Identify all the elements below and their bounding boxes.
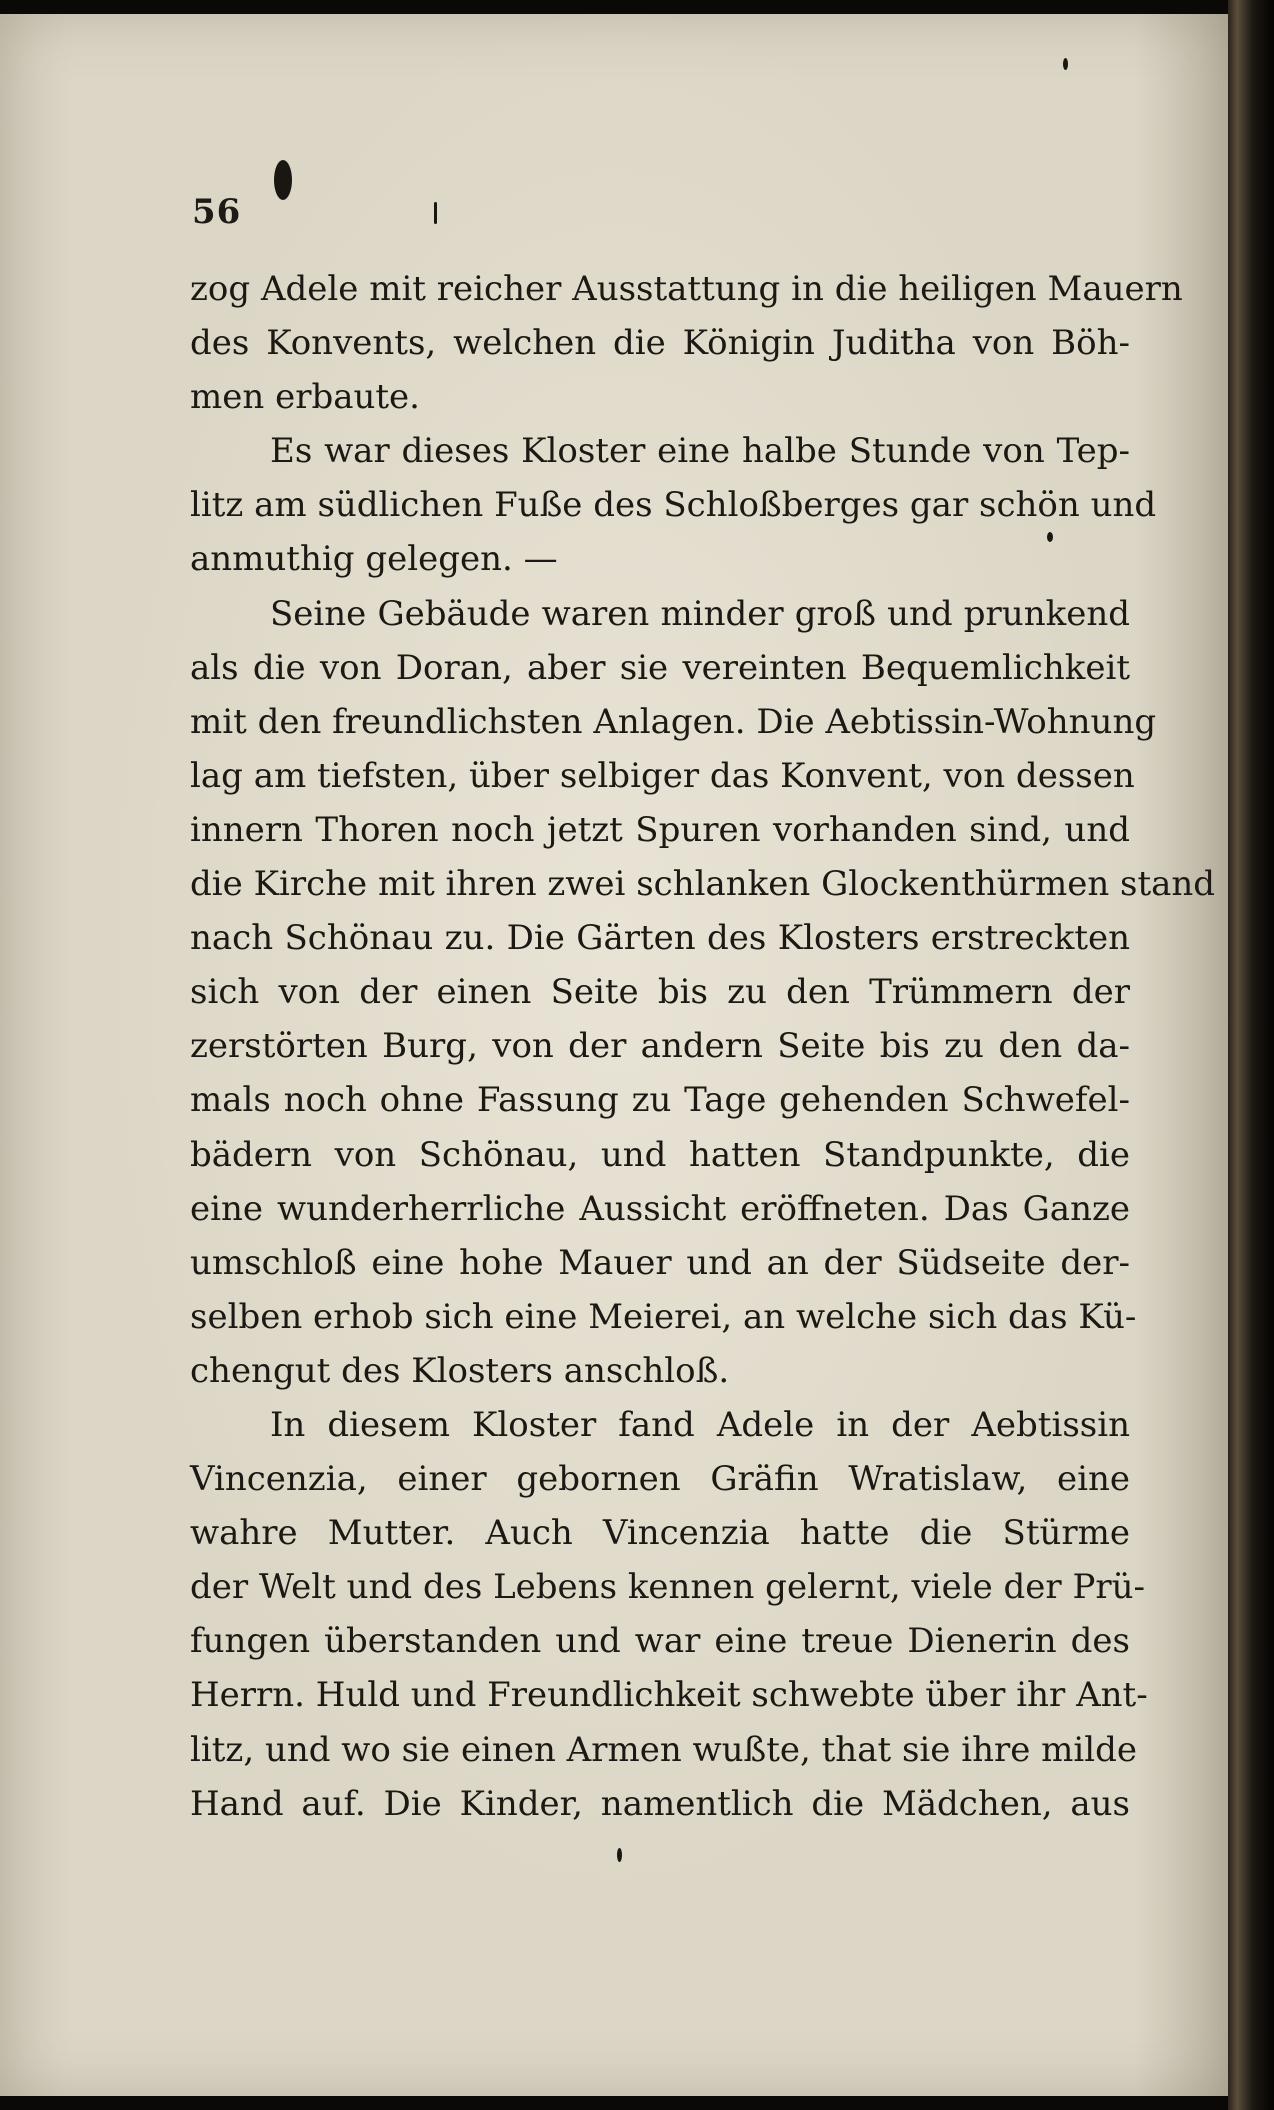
text-line: In diesem Kloster fand Adele in der Aebtissin bbox=[270, 1404, 1130, 1445]
text-line: Seine Gebäude waren minder groß und prunkend bbox=[270, 593, 1130, 634]
text-line: zog Adele mit reicher Ausstattung in die heiligen Mauern bbox=[190, 269, 1183, 309]
body-text bbox=[190, 262, 1216, 1831]
text-line: sich von der einen Seite bis zu den Trümmern der bbox=[190, 972, 1130, 1013]
text-line: des Konvents, welchen die Königin Juditha von Böh- bbox=[190, 323, 1130, 364]
text-line: zerstörten Burg, von der andern Seite bis zu den da- bbox=[190, 1026, 1130, 1067]
text-line: fungen überstanden und war eine treue Dienerin des bbox=[190, 1621, 1130, 1662]
ink-blot bbox=[274, 160, 292, 200]
text-line: Vincenzia, einer gebornen Gräfin Wratislaw, eine bbox=[190, 1459, 1130, 1500]
text-line: der Welt und des Lebens kennen gelernt, viele der Prü- bbox=[190, 1567, 1145, 1608]
text-line: Es war dieses Kloster eine halbe Stunde von Tep- bbox=[270, 431, 1130, 472]
text-line: litz am südlichen Fuße des Schloßberges gar schön und bbox=[190, 485, 1157, 526]
text-line: als die von Doran, aber sie vereinten Bequemlichkeit bbox=[190, 647, 1130, 688]
text-line: mals noch ohne Fassung zu Tage gehenden Schwefel- bbox=[190, 1080, 1130, 1121]
ink-speck bbox=[434, 202, 437, 224]
text-line: Hand auf. Die Kinder, namentlich die Mädchen, aus bbox=[190, 1783, 1130, 1824]
text-line: litz, und wo sie einen Armen wußte, that sie ihre milde bbox=[190, 1729, 1138, 1770]
text-line: eine wunderherrliche Aussicht eröffneten. Das Ganze bbox=[190, 1188, 1130, 1229]
page-number: 56 bbox=[192, 192, 242, 232]
text-line: anmuthig gelegen. — bbox=[190, 539, 558, 580]
ink-speck bbox=[617, 1848, 622, 1862]
text-line: nach Schönau zu. Die Gärten des Klosters erstreckten bbox=[190, 918, 1130, 959]
text-line: Herrn. Huld und Freundlichkeit schwebte über ihr Ant- bbox=[190, 1675, 1148, 1716]
text-line: lag am tiefsten, über selbiger das Konvent, von dessen bbox=[190, 755, 1135, 796]
text-line: chengut des Klosters anschloß. bbox=[190, 1350, 730, 1391]
ink-speck bbox=[1063, 58, 1068, 70]
text-line: men erbaute. bbox=[190, 377, 420, 418]
text-line: wahre Mutter. Auch Vincenzia hatte die Stürme bbox=[190, 1513, 1130, 1554]
text-line: innern Thoren noch jetzt Spuren vorhanden sind, und bbox=[190, 809, 1130, 850]
text-line: die Kirche mit ihren zwei schlanken Glockenthürmen stand bbox=[190, 864, 1216, 905]
book-spine bbox=[1228, 0, 1274, 2110]
text-line: bädern von Schönau, und hatten Standpunkte, die bbox=[190, 1134, 1130, 1175]
text-line: mit den freundlichsten Anlagen. Die Aebtissin-Wohnung bbox=[190, 701, 1157, 742]
text-line: umschloß eine hohe Mauer und an der Südseite der- bbox=[190, 1242, 1130, 1283]
text-line: selben erhob sich eine Meierei, an welche sich das Kü- bbox=[190, 1296, 1137, 1337]
